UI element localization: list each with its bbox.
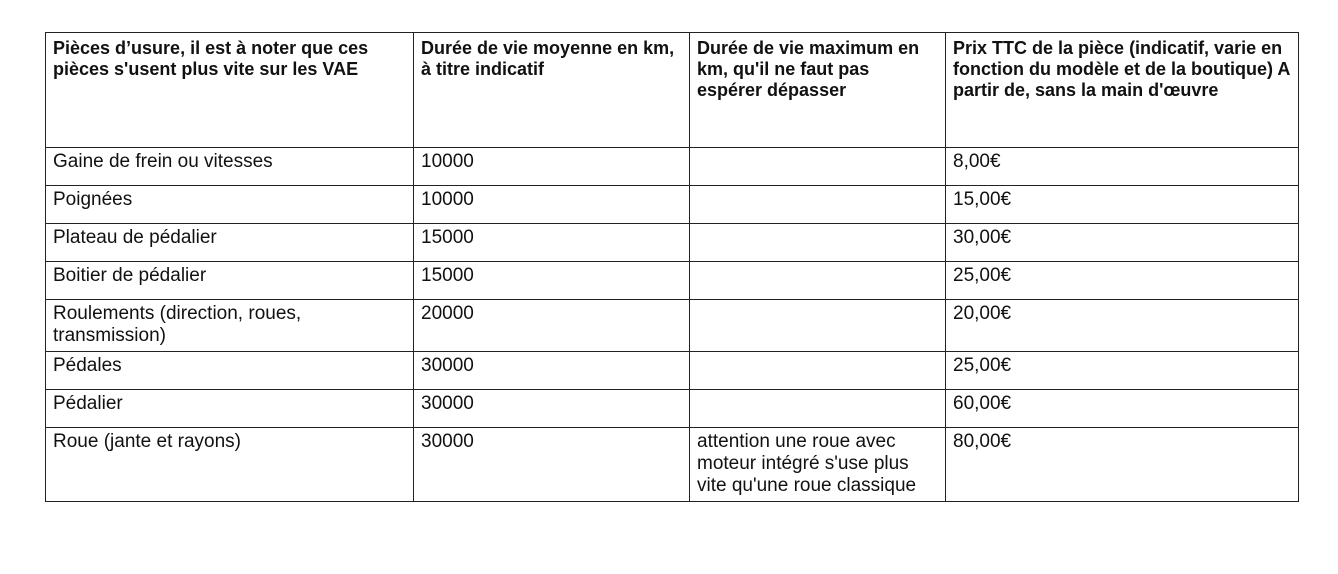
cell-max-km [690, 262, 946, 300]
cell-average-km: 20000 [414, 300, 690, 352]
table-row [46, 428, 1299, 502]
cell-piece: Roulements (direction, roues, transmission) [46, 300, 414, 352]
cell-average-km: 10000 [414, 186, 690, 224]
cell-piece: Pédalier [46, 390, 414, 428]
cell-max-km [690, 390, 946, 428]
cell-price: 60,00€ [946, 390, 1299, 428]
cell-piece: Pédales [46, 352, 414, 390]
cell-piece: Boitier de pédalier [46, 262, 414, 300]
header-piece: Pièces d’usure, il est à noter que ces pièces s'usent plus vite sur les VAE [46, 33, 414, 148]
cell-piece: Plateau de pédalier [46, 224, 414, 262]
cell-price: 25,00€ [946, 352, 1299, 390]
cell-average-km: 30000 [414, 428, 690, 502]
cell-average-km: 30000 [414, 390, 690, 428]
header-max-lifespan: Durée de vie maximum en km, qu'il ne faut pas espérer dépasser [690, 33, 946, 148]
cell-price: 25,00€ [946, 262, 1299, 300]
cell-price: 15,00€ [946, 186, 1299, 224]
cell-price: 8,00€ [946, 148, 1299, 186]
cell-max-km [690, 224, 946, 262]
table-row [46, 186, 1299, 224]
table-row [46, 148, 1299, 186]
table-row [46, 300, 1299, 352]
cell-piece: Poignées [46, 186, 414, 224]
cell-piece: Gaine de frein ou vitesses [46, 148, 414, 186]
cell-price: 20,00€ [946, 300, 1299, 352]
table-row [46, 352, 1299, 390]
cell-max-km [690, 148, 946, 186]
table-row [46, 262, 1299, 300]
cell-max-km [690, 186, 946, 224]
cell-max-km [690, 300, 946, 352]
cell-max-km [690, 352, 946, 390]
cell-average-km: 30000 [414, 352, 690, 390]
table-row [46, 224, 1299, 262]
cell-average-km: 15000 [414, 224, 690, 262]
header-row [46, 33, 1299, 148]
header-price: Prix TTC de la pièce (indicatif, varie en fonction du modèle et de la boutique) A partir de, sans la main d'œuvre [946, 33, 1299, 148]
cell-average-km: 10000 [414, 148, 690, 186]
wear-parts-table [45, 32, 1299, 502]
cell-average-km: 15000 [414, 262, 690, 300]
header-average-lifespan: Durée de vie moyenne en km, à titre indicatif [414, 33, 690, 148]
cell-price: 80,00€ [946, 428, 1299, 502]
cell-max-km: attention une roue avec moteur intégré s'use plus vite qu'une roue classique [690, 428, 946, 502]
cell-price: 30,00€ [946, 224, 1299, 262]
cell-piece: Roue (jante et rayons) [46, 428, 414, 502]
table-row [46, 390, 1299, 428]
